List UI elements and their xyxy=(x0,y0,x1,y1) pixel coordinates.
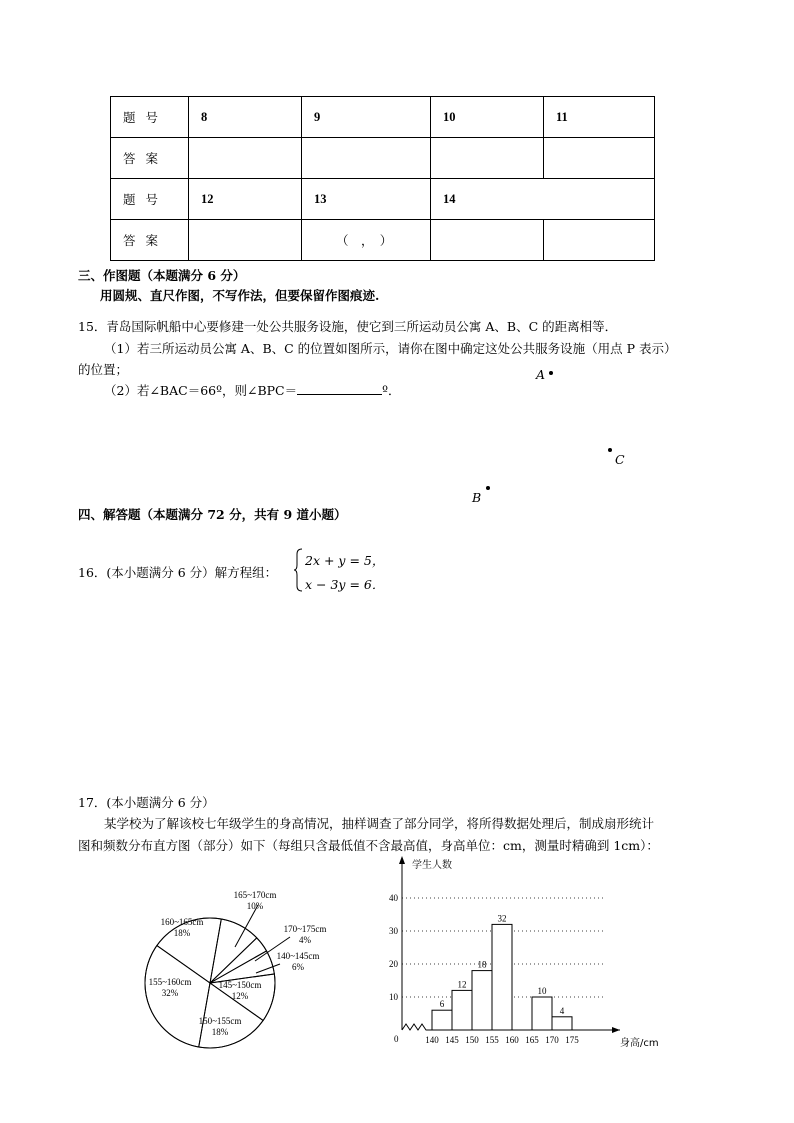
histogram-bar xyxy=(552,1017,572,1030)
table-row xyxy=(111,179,655,220)
y-tick-label: 30 xyxy=(389,926,398,936)
x-tick-label: 170 xyxy=(545,1035,559,1045)
answer-table xyxy=(110,96,655,261)
x-tick-label: 145 xyxy=(445,1035,459,1045)
bar-value-label: 6 xyxy=(439,999,445,1010)
answer-blank[interactable] xyxy=(297,382,382,395)
answer-cell[interactable] xyxy=(431,220,544,261)
q17-text: 某学校为了解该校七年级学生的身高情况，抽样调查了部分同学，将所得数据处理后，制成扇形统计 xyxy=(104,816,655,831)
pie-slice-percent: 10% xyxy=(246,901,264,911)
histogram-bar xyxy=(472,971,492,1030)
header-label: 题号 xyxy=(111,97,189,138)
x-tick-label: 155 xyxy=(485,1035,499,1045)
pie-slice-label: 145~150cm xyxy=(218,980,262,990)
pie-slice-percent: 6% xyxy=(292,962,304,972)
answer-label: 答案 xyxy=(111,138,189,179)
bar-value-label: 12 xyxy=(457,979,467,990)
q16-equation-2: x − 3y = 6． xyxy=(305,577,385,592)
y-tick-label: 20 xyxy=(389,959,398,969)
question-number: 13 xyxy=(302,179,431,220)
answer-cell[interactable] xyxy=(189,138,302,179)
bar-value-label: 10 xyxy=(537,986,547,996)
answer-cell[interactable] xyxy=(431,138,544,179)
y-tick-label: 40 xyxy=(389,893,398,903)
table-row xyxy=(111,97,655,138)
table-row xyxy=(111,220,655,261)
q17-text-cont: 图和频数分布直方图（部分）如下（每组只含最低值不含最高值，身高单位：cm，测量时精确到 1cm）： xyxy=(78,838,659,853)
histogram-bar xyxy=(492,924,512,1030)
section-instruction: 用圆规、直尺作图，不写作法，但要保留作图痕迹. xyxy=(100,288,380,303)
pie-slice-label: 140~145cm xyxy=(276,951,320,961)
answer-cell[interactable] xyxy=(189,220,302,261)
point-label-a: A xyxy=(536,367,546,382)
answer-cell[interactable] xyxy=(302,138,431,179)
leader-arrow xyxy=(235,905,258,947)
section-title: 三、作图题（本题满分 6 分） xyxy=(78,268,246,283)
q15-stem: 15．青岛国际帆船中心要修建一处公共服务设施，使它到三所运动员公寓 A、B、C 的距离相等． xyxy=(78,319,618,334)
point-c-dot xyxy=(608,448,612,452)
histogram-bar xyxy=(432,1010,452,1030)
pie-slice-label: 155~160cm xyxy=(148,977,192,987)
bar-value-label: 18 xyxy=(477,959,487,970)
q16-equation-1: 2x + y = 5， xyxy=(305,553,385,568)
point-a-dot xyxy=(549,371,553,375)
pie-slice-label: 170~175cm xyxy=(283,924,327,934)
x-tick-label: 140 xyxy=(425,1035,439,1045)
answer-cell[interactable] xyxy=(544,220,655,261)
pie-slice-label: 165~170cm xyxy=(233,890,277,900)
pie-slice-label: 160~165cm xyxy=(160,917,204,927)
q17-stem: 17．(本小题满分 6 分） xyxy=(78,795,215,810)
x-tick-label: 160 xyxy=(505,1035,519,1045)
question-number: 14 xyxy=(431,179,655,220)
pie-chart xyxy=(140,885,370,1060)
table-row xyxy=(111,138,655,179)
histogram-bar xyxy=(532,997,552,1030)
header-label: 题号 xyxy=(111,179,189,220)
x-tick-label: 150 xyxy=(465,1035,479,1045)
y-tick-label: 10 xyxy=(389,992,398,1002)
q15-part2 xyxy=(104,381,401,399)
question-number: 8 xyxy=(189,97,302,138)
leader-arrow xyxy=(256,964,280,973)
q16-stem: 16．(本小题满分 6 分）解方程组： xyxy=(78,565,278,580)
q15-part1: （1）若三所运动员公寓 A、B、C 的位置如图所示，请你在图中确定这处公共服务设施（用点 P 表示） xyxy=(104,341,677,356)
point-b-dot xyxy=(486,486,490,490)
question-number: 12 xyxy=(189,179,302,220)
equation-brace xyxy=(293,548,303,592)
pie-slice-percent: 4% xyxy=(299,935,311,945)
question-number: 9 xyxy=(302,97,431,138)
x-tick-label: 175 xyxy=(565,1035,579,1045)
question-number: 11 xyxy=(544,97,655,138)
y-axis-arrow xyxy=(399,856,405,864)
bar-value-label: 32 xyxy=(497,913,507,924)
histogram-bar xyxy=(452,990,472,1030)
pie-slice-percent: 18% xyxy=(173,928,191,938)
x-axis-arrow xyxy=(612,1027,620,1033)
point-label-b: B xyxy=(472,490,482,505)
section-title: 四、解答题（本题满分 72 分，共有 9 道小题） xyxy=(78,507,347,522)
x-tick-label: 165 xyxy=(525,1035,539,1045)
histogram-chart xyxy=(380,852,670,1052)
pie-slice-percent: 32% xyxy=(161,988,179,998)
pie-slice-percent: 12% xyxy=(231,991,249,1001)
question-number: 10 xyxy=(431,97,544,138)
point-label-c: C xyxy=(615,452,625,467)
x-axis-label: 身高/cm xyxy=(620,1038,659,1049)
q15-part2-text: （2）若∠BAC＝66º，则∠BPC＝ xyxy=(104,383,298,398)
answer-cell[interactable] xyxy=(544,138,655,179)
q15-part1-cont: 的位置； xyxy=(78,362,129,377)
origin-label: 0 xyxy=(394,1034,399,1044)
bar-value-label: 4 xyxy=(559,1005,565,1016)
answer-label: 答案 xyxy=(111,220,189,261)
answer-cell-q13[interactable]: （ ， ） xyxy=(302,220,431,261)
q15-part2-end: º． xyxy=(382,383,401,398)
pie-slice xyxy=(210,919,257,983)
pie-slice-label: 150~155cm xyxy=(198,1016,242,1026)
y-axis-label: 学生人数 xyxy=(412,860,452,871)
pie-slice-percent: 18% xyxy=(211,1027,229,1037)
